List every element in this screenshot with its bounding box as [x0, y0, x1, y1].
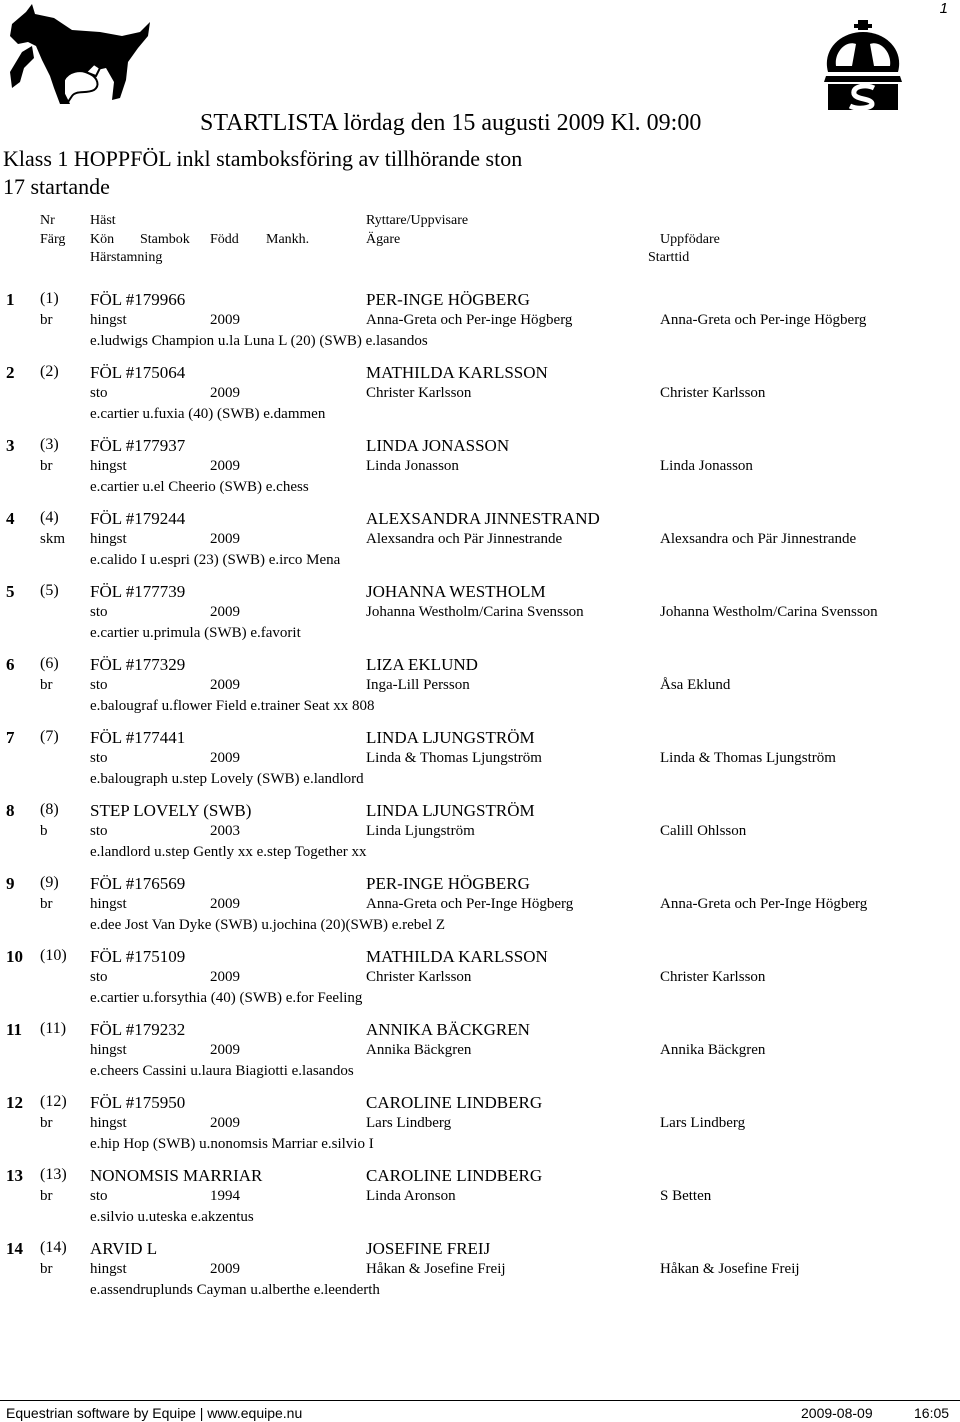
- entry-breeder: Christer Karlsson: [660, 385, 766, 401]
- entry-seed: (4): [40, 509, 59, 526]
- entry-breeder: Linda Jonasson: [660, 458, 753, 474]
- entry-seed: (3): [40, 436, 59, 453]
- entry-owner: Annika Bäckgren: [366, 1042, 472, 1058]
- entry-horse-name: FÖL #179244: [90, 509, 186, 528]
- entry-birth-year: 2009: [210, 1115, 240, 1131]
- entry-color: br: [40, 1188, 53, 1204]
- entry-sex: sto: [90, 385, 108, 401]
- entry-pedigree: e.assendruplunds Cayman u.alberthe e.leenderth: [90, 1282, 380, 1298]
- startlist-title: STARTLISTA lördag den 15 augusti 2009 Kl. 09:00: [200, 110, 702, 136]
- entry-rider: ANNIKA BÄCKGREN: [366, 1020, 530, 1039]
- entry-horse-name: FÖL #175950: [90, 1093, 186, 1112]
- entry-owner: Anna-Greta och Per-Inge Högberg: [366, 896, 574, 912]
- entry-breeder: Johanna Westholm/Carina Svensson: [660, 604, 878, 620]
- entry-pedigree: e.balougraf u.flower Field e.trainer Seat xx 808: [90, 698, 375, 714]
- entry-owner: Alexsandra och Pär Jinnestrande: [366, 531, 563, 547]
- header-uppfodare: Uppfödare: [660, 232, 720, 247]
- entry-owner: Håkan & Josefine Freij: [366, 1261, 506, 1277]
- entry-pedigree: e.cheers Cassini u.laura Biagiotti e.lasandos: [90, 1063, 354, 1079]
- entry-birth-year: 2009: [210, 969, 240, 985]
- entry-breeder: Christer Karlsson: [660, 969, 766, 985]
- entry-color: br: [40, 677, 53, 693]
- entry-birth-year: 2009: [210, 458, 240, 474]
- entry-birth-year: 2009: [210, 531, 240, 547]
- crown-s-logo-graphic: [814, 20, 912, 112]
- footer-time: 16:05: [914, 1405, 950, 1421]
- starters-count: 17 startande: [3, 174, 110, 199]
- entry-birth-year: 2009: [210, 750, 240, 766]
- entry-color: br: [40, 312, 53, 328]
- class-title: Klass 1 HOPPFÖL inkl stamboksföring av tillhörande ston: [3, 146, 523, 171]
- entry-birth-year: 2009: [210, 896, 240, 912]
- footer-software: Equestrian software by Equipe | www.equipe.nu: [6, 1405, 303, 1421]
- horse-logo: [2, 2, 152, 112]
- entry-horse-name: FÖL #175064: [90, 363, 186, 382]
- entry-horse-name: FÖL #179966: [90, 290, 186, 309]
- header-farg: Färg: [40, 232, 66, 247]
- entry-birth-year: 2009: [210, 385, 240, 401]
- entry-seed: (11): [40, 1020, 67, 1037]
- entry-seed: (5): [40, 582, 59, 599]
- entry-horse-name: FÖL #177937: [90, 436, 186, 455]
- header-starttid: Starttid: [648, 250, 690, 265]
- entry-rider: LINDA LJUNGSTRÖM: [366, 801, 535, 820]
- header-hast: Häst: [90, 213, 116, 228]
- entry-breeder: Calill Ohlsson: [660, 823, 747, 839]
- header-fodd: Född: [210, 232, 239, 247]
- entry-sex: sto: [90, 677, 108, 693]
- entry-pedigree: e.cartier u.fuxia (40) (SWB) e.dammen: [90, 406, 326, 422]
- entry-color: skm: [40, 531, 66, 547]
- entry-sex: hingst: [90, 312, 127, 328]
- entry-horse-name: FÖL #176569: [90, 874, 186, 893]
- entry-seed: (8): [40, 801, 59, 818]
- horse-logo-graphic: [2, 2, 152, 107]
- entry-number: 10: [6, 947, 23, 966]
- entry-rider: MATHILDA KARLSSON: [366, 363, 548, 382]
- crown-s-logo: [814, 20, 912, 117]
- entry-rider: LINDA JONASSON: [366, 436, 510, 455]
- entry-sex: hingst: [90, 531, 127, 547]
- entry-rider: JOSEFINE FREIJ: [366, 1239, 491, 1258]
- header-mankh: Mankh.: [266, 232, 310, 247]
- entry-seed: (12): [40, 1093, 67, 1110]
- entry-owner: Lars Lindberg: [366, 1115, 452, 1131]
- footer-rule: [0, 1400, 960, 1401]
- entry-birth-year: 2009: [210, 677, 240, 693]
- entry-horse-name: FÖL #177739: [90, 582, 186, 601]
- entry-breeder: Anna-Greta och Per-inge Högberg: [660, 312, 867, 328]
- entry-owner: Linda Ljungström: [366, 823, 475, 839]
- entry-breeder: Annika Bäckgren: [660, 1042, 766, 1058]
- entry-birth-year: 1994: [210, 1188, 240, 1204]
- entry-horse-name: ARVID L: [90, 1239, 158, 1258]
- footer-date: 2009-08-09: [801, 1405, 873, 1421]
- entry-pedigree: e.calido I u.espri (23) (SWB) e.irco Mena: [90, 552, 341, 568]
- header-stambok: Stambok: [140, 232, 190, 247]
- entry-sex: hingst: [90, 896, 127, 912]
- entry-seed: (7): [40, 728, 59, 745]
- entry-breeder: S Betten: [660, 1188, 712, 1204]
- entry-breeder: Anna-Greta och Per-Inge Högberg: [660, 896, 868, 912]
- entry-owner: Inga-Lill Persson: [366, 677, 470, 693]
- entry-rider: PER-INGE HÖGBERG: [366, 290, 530, 309]
- entry-seed: (10): [40, 947, 67, 964]
- entry-horse-name: FÖL #179232: [90, 1020, 186, 1039]
- entry-owner: Anna-Greta och Per-inge Högberg: [366, 312, 573, 328]
- entry-pedigree: e.ludwigs Champion u.la Luna L (20) (SWB) e.lasandos: [90, 333, 428, 349]
- entry-number: 5: [6, 582, 15, 601]
- entry-sex: hingst: [90, 1261, 127, 1277]
- entry-number: 8: [6, 801, 15, 820]
- header-kon: Kön: [90, 232, 115, 247]
- entry-seed: (14): [40, 1239, 67, 1256]
- entry-rider: JOHANNA WESTHOLM: [366, 582, 546, 601]
- entry-pedigree: e.dee Jost Van Dyke (SWB) u.jochina (20)(SWB) e.rebel Z: [90, 917, 446, 933]
- entry-number: 3: [6, 436, 15, 455]
- entry-breeder: Linda & Thomas Ljungström: [660, 750, 836, 766]
- entry-owner: Christer Karlsson: [366, 969, 472, 985]
- entry-breeder: Håkan & Josefine Freij: [660, 1261, 800, 1277]
- entry-pedigree: e.cartier u.el Cheerio (SWB) e.chess: [90, 479, 309, 495]
- entry-pedigree: e.silvio u.uteska e.akzentus: [90, 1209, 254, 1225]
- entry-horse-name: FÖL #177441: [90, 728, 186, 747]
- header-harstamning: Härstamning: [90, 250, 163, 265]
- entry-seed: (2): [40, 363, 59, 380]
- entry-number: 1: [6, 290, 15, 309]
- entry-number: 14: [6, 1239, 23, 1258]
- entry-horse-name: FÖL #175109: [90, 947, 186, 966]
- entry-birth-year: 2009: [210, 1042, 240, 1058]
- entry-sex: sto: [90, 750, 108, 766]
- entry-owner: Linda & Thomas Ljungström: [366, 750, 542, 766]
- entry-rider: LIZA EKLUND: [366, 655, 478, 674]
- entry-pedigree: e.balougraph u.step Lovely (SWB) e.landlord: [90, 771, 364, 787]
- entry-color: br: [40, 458, 53, 474]
- entry-birth-year: 2009: [210, 604, 240, 620]
- entry-rider: MATHILDA KARLSSON: [366, 947, 548, 966]
- entry-number: 13: [6, 1166, 23, 1185]
- entry-horse-name: NONOMSIS MARRIAR: [90, 1166, 263, 1185]
- entry-seed: (9): [40, 874, 59, 891]
- entry-birth-year: 2009: [210, 1261, 240, 1277]
- entry-horse-name: STEP LOVELY (SWB): [90, 801, 252, 820]
- entry-sex: sto: [90, 823, 108, 839]
- entry-seed: (6): [40, 655, 59, 672]
- entry-number: 4: [6, 509, 15, 528]
- entry-sex: hingst: [90, 1042, 127, 1058]
- header-ryttare: Ryttare/Uppvisare: [366, 213, 469, 228]
- header-agare: Ägare: [366, 232, 401, 247]
- entry-owner: Linda Jonasson: [366, 458, 459, 474]
- entry-pedigree: e.cartier u.forsythia (40) (SWB) e.for Feeling: [90, 990, 363, 1006]
- entry-breeder: Lars Lindberg: [660, 1115, 746, 1131]
- entry-sex: sto: [90, 1188, 108, 1204]
- entry-seed: (1): [40, 290, 59, 307]
- entry-breeder: Åsa Eklund: [660, 677, 731, 693]
- entry-sex: sto: [90, 604, 108, 620]
- entry-sex: sto: [90, 969, 108, 985]
- entry-seed: (13): [40, 1166, 67, 1183]
- entry-owner: Johanna Westholm/Carina Svensson: [366, 604, 584, 620]
- entry-rider: PER-INGE HÖGBERG: [366, 874, 530, 893]
- entry-pedigree: e.cartier u.primula (SWB) e.favorit: [90, 625, 301, 641]
- entry-color: b: [40, 823, 48, 839]
- entry-color: br: [40, 896, 53, 912]
- entry-number: 12: [6, 1093, 23, 1112]
- page-number: 1: [939, 0, 948, 17]
- entry-number: 2: [6, 363, 15, 382]
- header-nr: Nr: [40, 213, 55, 228]
- entry-sex: hingst: [90, 458, 127, 474]
- entry-horse-name: FÖL #177329: [90, 655, 186, 674]
- entry-number: 6: [6, 655, 15, 674]
- entry-sex: hingst: [90, 1115, 127, 1131]
- entry-owner: Christer Karlsson: [366, 385, 472, 401]
- entry-birth-year: 2009: [210, 312, 240, 328]
- entry-color: br: [40, 1261, 53, 1277]
- entry-birth-year: 2003: [210, 823, 240, 839]
- entry-breeder: Alexsandra och Pär Jinnestrande: [660, 531, 857, 547]
- entry-owner: Linda Aronson: [366, 1188, 456, 1204]
- entry-rider: ALEXSANDRA JINNESTRAND: [366, 509, 600, 528]
- entry-rider: LINDA LJUNGSTRÖM: [366, 728, 535, 747]
- entry-rider: CAROLINE LINDBERG: [366, 1093, 543, 1112]
- entry-rider: CAROLINE LINDBERG: [366, 1166, 543, 1185]
- entry-pedigree: e.hip Hop (SWB) u.nonomsis Marriar e.silvio I: [90, 1136, 374, 1152]
- entry-pedigree: e.landlord u.step Gently xx e.step Together xx: [90, 844, 367, 860]
- entry-number: 7: [6, 728, 15, 747]
- entry-number: 9: [6, 874, 15, 893]
- entry-color: br: [40, 1115, 53, 1131]
- entry-number: 11: [6, 1020, 23, 1039]
